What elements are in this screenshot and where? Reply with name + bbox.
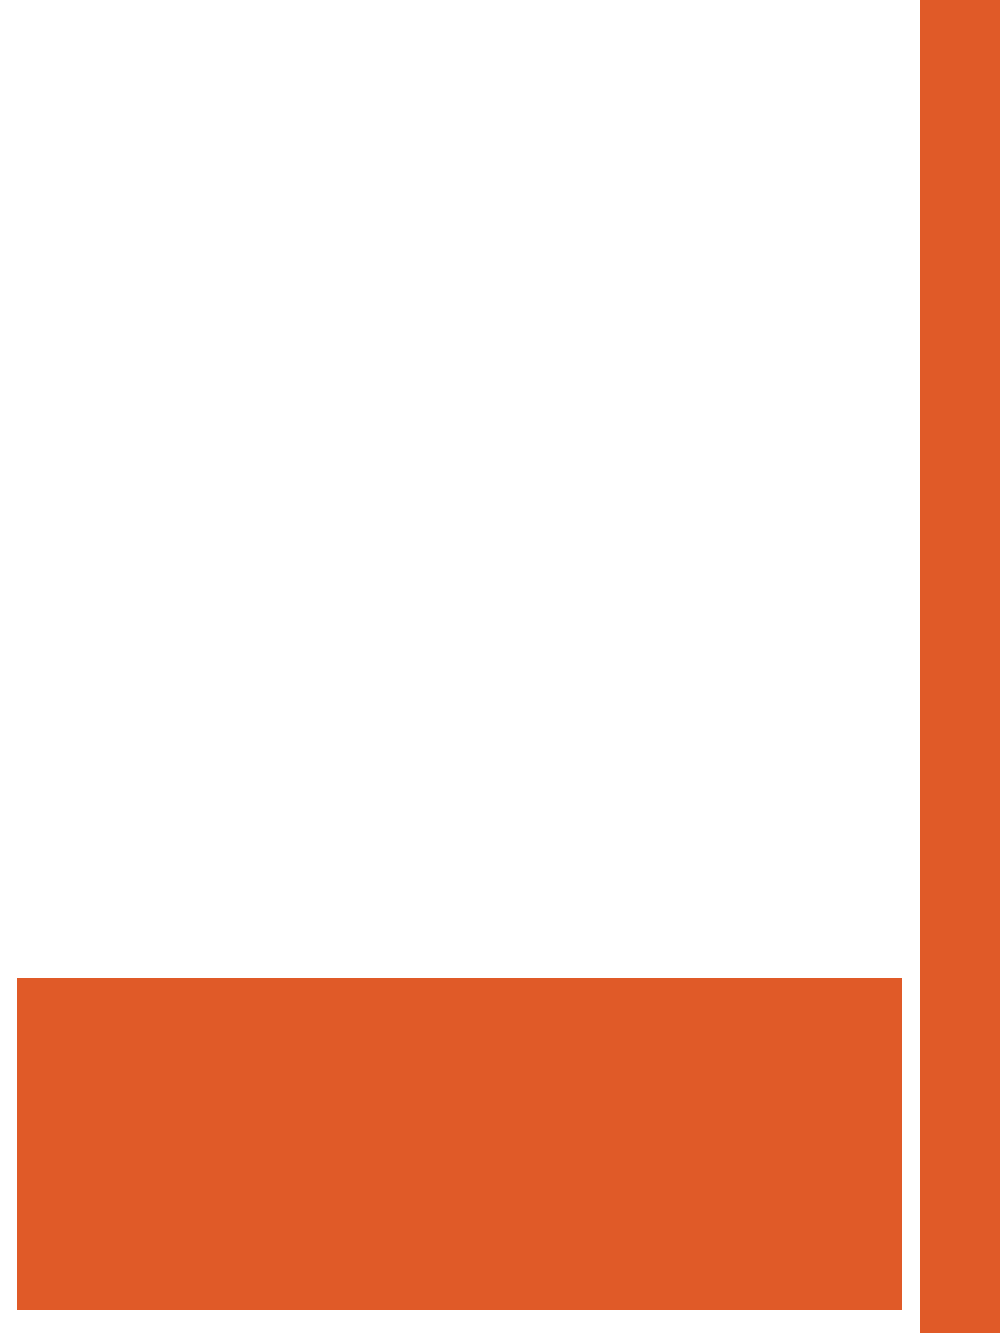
highlight-box	[17, 978, 902, 1310]
document-content	[18, 14, 908, 70]
orange-side-strip	[920, 0, 1000, 1333]
